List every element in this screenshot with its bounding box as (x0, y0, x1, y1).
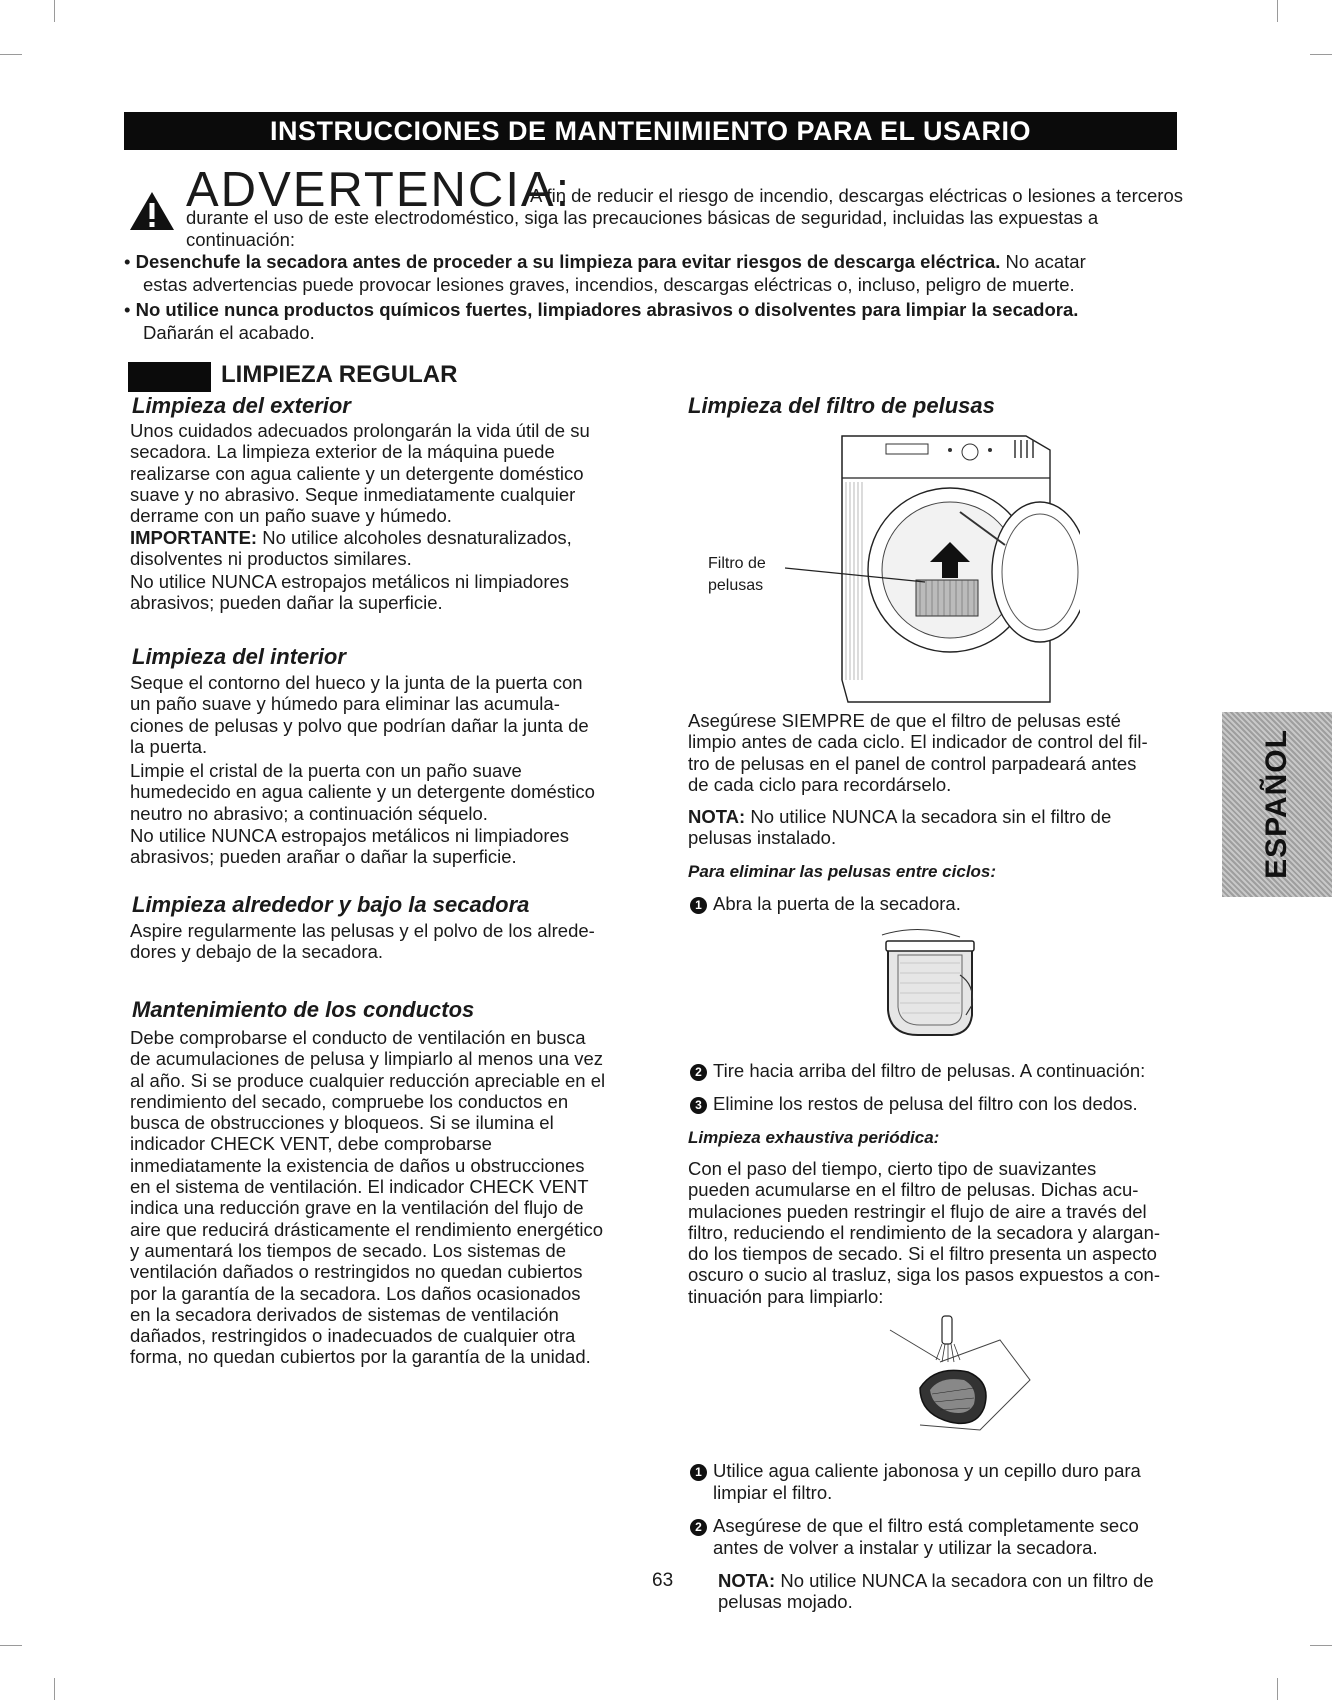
final-note: NOTA: No utilice NUNCA la secadora con un filtro de pelusas mojado. (718, 1570, 1154, 1613)
exterior-important: IMPORTANTE: No utilice alcoholes desnaturalizados, disolventes ni productos similares. (130, 527, 572, 570)
interior-paragraph: Limpie el cristal de la puerta con un paño suave humedecido en agua caliente y un detergente doméstico neutro no abrasivo; a continuación séquelo. (130, 760, 595, 824)
warning-triangle-icon (128, 190, 176, 232)
crop-mark (54, 0, 55, 22)
warning-bullet-cont: estas advertencias puede provocar lesiones graves, incendios, descargas eléctricas o, incluso, peligro de muerte. (143, 274, 1075, 295)
step-item: 2 Tire hacia arriba del filtro de pelusas. A continuación: (690, 1060, 1145, 1082)
warning-line: A fin de reducir el riesgo de incendio, descargas eléctricas o lesiones a terceros (530, 185, 1183, 206)
section-title: LIMPIEZA REGULAR (221, 361, 458, 388)
brush-cleaning-illustration (880, 1310, 1040, 1440)
crop-mark (1277, 1678, 1278, 1700)
warning-bullet: • Desenchufe la secadora antes de proceder a su limpieza para evitar riesgos de descarga eléctrica. No acatar (124, 251, 1086, 272)
crop-mark (54, 1678, 55, 1700)
crop-mark (1310, 54, 1332, 55)
step-number-badge: 1 (690, 897, 707, 914)
bullet-text: No acatar (1000, 251, 1086, 272)
step-number-badge: 1 (690, 1464, 707, 1481)
filter-heading: Limpieza del filtro de pelusas (688, 393, 995, 418)
language-tab (1222, 712, 1332, 897)
step-item: 2 Asegúrese de que el filtro está completamente seco antes de volver a instalar y utilizar la secadora. (690, 1515, 1139, 1559)
bullet-bold-text: No utilice nunca productos químicos fuertes, limpiadores abrasivos o disolventes para limpiar la secadora. (135, 299, 1079, 320)
deep-clean-paragraph: Con el paso del tiempo, cierto tipo de suavizantes pueden acumularse en el filtro de pelusas. Dichas acu- mulaciones pueden restringir el flujo de aire a través del filtro, reduciendo el rendimiento de la secadora y alargan- do los tiempos de secado. Si el filtro presenta un aspecto oscuro o sucio al trasluz, siga los pasos expuestos a con- tinuación para limpiarlo: (688, 1158, 1161, 1307)
ducts-paragraph: Debe comprobarse el conducto de ventilación en busca de acumulaciones de pelusa y limpiarlo al menos una vez al año. Si se produce cualquier reducción apreciable en el rendimiento del secado, compruebe los conductos en busca de obstrucciones y bloqueos. Si se ilumina el indicador CHECK VENT, debe comprobarse inmediatamente la existencia de daños u obstrucciones en el sistema de ventilación. El indicador CHECK VENT indica una reducción grave en la ventilación del flujo de aire que reducirá drásticamente el rendimiento energético y aumentará los tiempos de secado. Los sistemas de ventilación dañados o restringidos no quedan cubiertos por la garantía de la secadora. Los daños ocasionados en la secadora derivados de sistemas de ventilación dañados, restringidos o inadecuados de cualquier otra forma, no quedan cubiertos por la garantía de la unidad. (130, 1027, 606, 1368)
filter-paragraph: Asegúrese SIEMPRE de que el filtro de pelusas esté limpio antes de cada ciclo. El indicador de control del fil- tro de pelusas en el panel de control parpadeará antes de cada ciclo para recordárselo. (688, 710, 1148, 795)
crop-mark (0, 1645, 22, 1646)
exterior-paragraph: Unos cuidados adecuados prolongarán la vida útil de su secadora. La limpieza exterior de la máquina puede realizarse con agua caliente y un detergente doméstico suave y no abrasivo. Seque inmediatamente cualquier derrame con un paño suave y húmedo. (130, 420, 590, 527)
warning-bullet: • No utilice nunca productos químicos fuertes, limpiadores abrasivos o disolventes para limpiar la secadora. (124, 299, 1079, 320)
ducts-heading: Mantenimiento de los conductos (132, 997, 475, 1022)
step-number-badge: 3 (690, 1097, 707, 1114)
warning-word: ADVERTENCIA: (186, 163, 572, 217)
step-item: 1 Abra la puerta de la secadora. (690, 893, 961, 915)
warning-bullet-cont: Dañarán el acabado. (143, 322, 315, 343)
section-marker (128, 362, 211, 392)
around-heading: Limpieza alrededor y bajo la secadora (132, 892, 530, 917)
callout-leader-line (785, 560, 930, 590)
interior-heading: Limpieza del interior (132, 644, 346, 669)
language-tab-label: ESPAÑOL (1260, 729, 1293, 879)
step-number-badge: 2 (690, 1519, 707, 1536)
exterior-heading: Limpieza del exterior (132, 393, 351, 418)
crop-mark (0, 54, 22, 55)
step-item: 3 Elimine los restos de pelusa del filtro con los dedos. (690, 1093, 1138, 1115)
filter-note: NOTA: No utilice NUNCA la secadora sin el filtro de pelusas instalado. (688, 806, 1112, 849)
exterior-warning-paragraph: No utilice NUNCA estropajos metálicos ni limpiadores abrasivos; pueden dañar la superficie. (130, 571, 570, 614)
page-number: 63 (652, 1570, 674, 1591)
lint-filter-illustration (860, 915, 1010, 1045)
bullet-bold-text: Desenchufe la secadora antes de proceder a su limpieza para evitar riesgos de descarga eléctrica. (135, 251, 1001, 272)
warning-line: continuación: (186, 229, 296, 250)
interior-paragraph: No utilice NUNCA estropajos metálicos ni limpiadores abrasivos; pueden arañar o dañar la superficie. (130, 825, 570, 868)
deep-clean-heading: Limpieza exhaustiva periódica: (688, 1128, 940, 1147)
step-item: 1 Utilice agua caliente jabonosa y un cepillo duro para limpiar el filtro. (690, 1460, 1141, 1504)
filter-callout: Filtro de pelusas (708, 555, 766, 594)
crop-mark (1310, 1645, 1332, 1646)
step-number-badge: 2 (690, 1064, 707, 1081)
around-paragraph: Aspire regularmente las pelusas y el polvo de los alrede- dores y debajo de la secadora. (130, 920, 595, 963)
crop-mark (1277, 0, 1278, 22)
page-title: INSTRUCCIONES DE MANTENIMIENTO PARA EL USARIO (124, 112, 1177, 150)
warning-line: durante el uso de este electrodoméstico, siga las precauciones básicas de seguridad, incluidas las expuestas a (186, 207, 1099, 228)
between-cycles-heading: Para eliminar las pelusas entre ciclos: (688, 862, 997, 881)
interior-paragraph: Seque el contorno del hueco y la junta de la puerta con un paño suave y húmedo para eliminar las acumula- ciones de pelusas y polvo que podrían dañar la junta de la puerta. (130, 672, 589, 757)
